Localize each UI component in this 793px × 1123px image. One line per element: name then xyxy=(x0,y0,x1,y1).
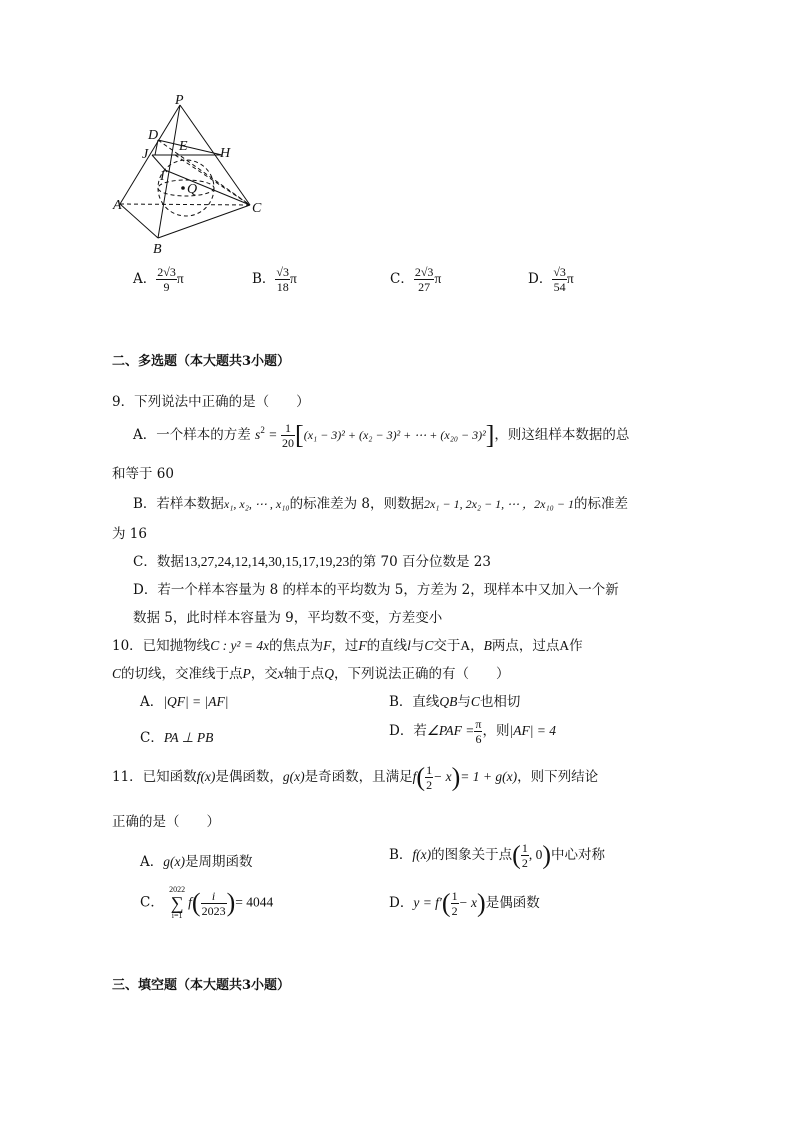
label-h: H xyxy=(220,146,231,161)
label-d: D xyxy=(148,128,159,143)
q11-option-b: B．f(x)的图象关于点( $\frac{1}{2}$ , 0)中心对称 xyxy=(389,840,605,870)
q10-option-c: C．PA ⊥ PB xyxy=(140,730,214,746)
q8-option-b: B． $\frac{√3}{18}$ π xyxy=(252,265,297,294)
q9-option-d-line2: 数据 5，此时样本容量为 9，平均数不变，方差变小 xyxy=(133,610,443,626)
q9-option-b-line2: 为 16 xyxy=(112,526,147,542)
q11-option-d: D．y = f′( $\frac{1}{2}$ − x)是偶函数 xyxy=(389,888,540,918)
q9-option-a-line2: 和等于 60 xyxy=(112,466,174,482)
label-c: C xyxy=(252,201,262,216)
label-a: A xyxy=(113,198,122,213)
label-q: Q xyxy=(187,182,198,197)
q10-option-d: D．若∠PAF = $\frac{\pi}{6}$ ，则|AF| = 4 xyxy=(389,717,557,746)
q11-stem-line2: 正确的是（ ） xyxy=(112,814,220,830)
q10-stem: 10．已知抛物线C : y² = 4x的焦点为F，过F的直线l与C交于A，B两点，过点A作 xyxy=(112,638,583,654)
q8-option-d: D． $\frac{√3}{54}$ π xyxy=(528,265,574,294)
q11-option-c: C． 2022 ∑ i=1 f( $\frac{i}{2023}$ )= 4044 xyxy=(140,885,274,920)
label-p: P xyxy=(175,93,184,108)
q9-stem: 9．下列说法中正确的是（ ） xyxy=(112,394,310,410)
label-i: I xyxy=(160,169,165,184)
q8-option-a: A． $\frac{2√3}{9}$ π xyxy=(133,265,184,294)
q9-option-b: B．若样本数据x₁, x₂, ⋯ , x₁₀的标准差为 8，则数据2x₁ − 1, 2x₂ − 1, ⋯ ，2x₁₀ − 1的标准差 xyxy=(133,496,628,512)
q11-stem: 11．已知函数f(x)是偶函数，g(x)是奇函数，且满足f( $\frac{1}{2}$ − x)= 1 + g(x)，则下列结论 xyxy=(112,762,599,792)
q9-option-d: D．若一个样本容量为 8 的样本的平均数为 5，方差为 2，现样本中又加入一个新 xyxy=(133,582,619,598)
q11-option-a: A．g(x)是周期函数 xyxy=(140,854,253,870)
label-b: B xyxy=(153,242,162,257)
q9-option-c: C．数据13,27,24,12,14,30,15,17,19,23的第 70 百分位数是 23 xyxy=(133,554,491,570)
label-e: E xyxy=(179,139,188,154)
q10-option-b: B．直线QB与C也相切 xyxy=(389,694,521,710)
q9-option-a: A．一个样本的方差 $s^2$ = $\frac{1}{20}$ [(x₁ − 3)² + (x₂ − 3)² + ⋯ + (x₂₀ − 3)²]，则这组样本数据的总 xyxy=(133,420,630,450)
section-3-title: 三、填空题（本大题共3小题） xyxy=(112,978,291,993)
pyramid-figure xyxy=(105,88,275,258)
section-2-title: 二、多选题（本大题共3小题） xyxy=(112,354,291,369)
q10-stem-line2: C的切线，交准线于点P，交x轴于点Q，下列说法正确的有（ ） xyxy=(112,666,510,682)
q10-option-a: A．|QF| = |AF| xyxy=(140,694,229,710)
label-j: J xyxy=(142,147,149,162)
q8-option-c: C． $\frac{2√3}{27}$ π xyxy=(390,265,442,294)
